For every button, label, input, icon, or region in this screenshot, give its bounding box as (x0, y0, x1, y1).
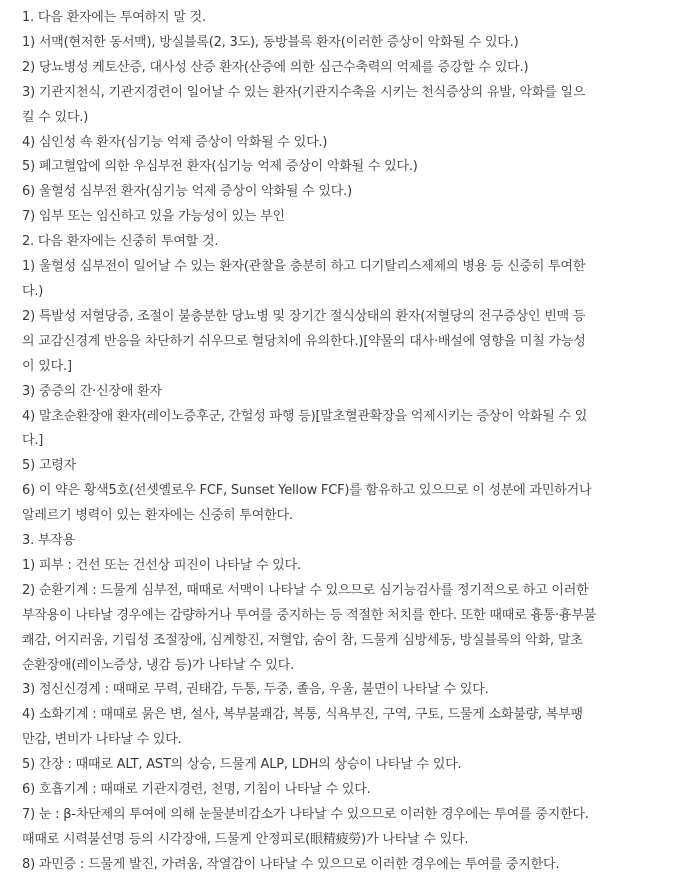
text-line: 4) 말초순환장애 환자(레이노증후군, 간헐성 파행 등)[말초혈관확장을 억제시키는 증상이 악화될 수 있 (22, 408, 588, 424)
text-line: 7) 임부 또는 임신하고 있을 가능성이 있는 부인 (22, 209, 285, 225)
text-line: 3) 중증의 간·신장애 환자 (22, 383, 162, 399)
text-line: 5) 고령자 (22, 458, 76, 474)
text-line: 2) 특발성 저혈당증, 조절이 불충분한 당뇨병 및 장기간 절식상태의 환자(저혈당의 전구증상인 빈맥 등 (22, 308, 586, 324)
text-line: 쾌감, 어지러움, 기립성 조절장애, 심계항진, 저혈압, 숨이 참, 드물게 심방세동, 방실블록의 악화, 말초 (22, 632, 583, 648)
text-line: 1) 서맥(현저한 동서맥), 방실블록(2, 3도), 동방블록 환자(이러한 증상이 악화될 수 있다.) (22, 34, 519, 50)
text-line: 6) 이 약은 황색5호(선셋옐로우 FCF, Sunset Yellow FCF)를 함유하고 있으므로 이 성분에 과민하거나 (22, 483, 592, 499)
text-line: 의 교감신경계 반응을 차단하기 쉬우므로 혈당치에 유의한다.)[약물의 대사·배설에 영향을 미칠 가능성 (22, 333, 586, 349)
text-line: 이 있다.] (22, 358, 72, 374)
text-line: 8) 과민증 : 드물게 발진, 가려움, 작열감이 나타날 수 있으므로 이러한 경우에는 투여를 중지한다. (22, 856, 560, 872)
text-line: 6) 호흡기계 : 때때로 기관지경련, 천명, 기침이 나타날 수 있다. (22, 782, 371, 798)
section-heading-side-effects: 3. 부작용 (22, 533, 76, 549)
text-line: 5) 폐고혈압에 의한 우심부전 환자(심기능 억제 증상이 악화될 수 있다.) (22, 159, 418, 175)
text-line: 킬 수 있다.) (22, 109, 89, 125)
text-line: 때때로 시력불선명 등의 시각장애, 드물게 안정피로(眼精疲勞)가 나타날 수 있다. (22, 831, 469, 847)
text-line: 7) 눈 : β-차단제의 투여에 의해 눈물분비감소가 나타날 수 있으므로 이러한 경우에는 투여를 중지한다. (22, 807, 589, 822)
section-heading-precautions: 2. 다음 환자에는 신중히 투여할 것. (22, 234, 219, 250)
text-line: 6) 울혈성 심부전 환자(심기능 억제 증상이 악화될 수 있다.) (22, 184, 352, 200)
text-line: 다.] (22, 433, 44, 449)
text-line: 3) 정신신경계 : 때때로 무력, 권태감, 두통, 두중, 졸음, 우울, 불면이 나타날 수 있다. (22, 682, 489, 698)
text-line: 만감, 변비가 나타날 수 있다. (22, 732, 182, 748)
text-line: 4) 소화기계 : 때때로 묽은 변, 설사, 복부불쾌감, 복통, 식욕부진, 구역, 구토, 드물게 소화불량, 복부팽 (22, 707, 583, 723)
text-line: 3) 기관지천식, 기관지경련이 일어날 수 있는 환자(기관지수축을 시키는 천식증상의 유발, 악화를 일으 (22, 84, 586, 100)
text-line: 4) 심인성 쇽 환자(심기능 억제 증상이 악화될 수 있다.) (22, 134, 328, 150)
text-line: 순환장애(레이노증상, 냉감 등)가 나타날 수 있다. (22, 657, 295, 673)
text-line: 알레르기 병력이 있는 환자에는 신중히 투여한다. (22, 508, 293, 524)
section-heading-contraindications: 1. 다음 환자에는 투여하지 말 것. (22, 10, 206, 25)
text-line: 다.) (22, 283, 44, 299)
text-line: 1) 울혈성 심부전이 일어날 수 있는 환자(관찰을 충분히 하고 디기탈리스제제의 병용 등 신중히 투여한 (22, 259, 586, 275)
text-line: 5) 간장 : 때때로 ALT, AST의 상승, 드물게 ALP, LDH의 상승이 나타날 수 있다. (22, 757, 462, 773)
text-line: 2) 당뇨병성 케토산증, 대사성 산증 환자(산증에 의한 심근수축력의 억제를 증강할 수 있다.) (22, 59, 529, 75)
text-line: 2) 순환기계 : 드물게 심부전, 때때로 서맥이 나타날 수 있으므로 심기능검사를 정기적으로 하고 이러한 (22, 582, 589, 598)
text-line: 1) 피부 : 건선 또는 건선상 피진이 나타날 수 있다. (22, 557, 301, 573)
text-line: 부작용이 나타날 경우에는 감량하거나 투여를 중지하는 등 적절한 처치를 한다. 또한 때때로 흉통·흉부불 (22, 607, 597, 623)
